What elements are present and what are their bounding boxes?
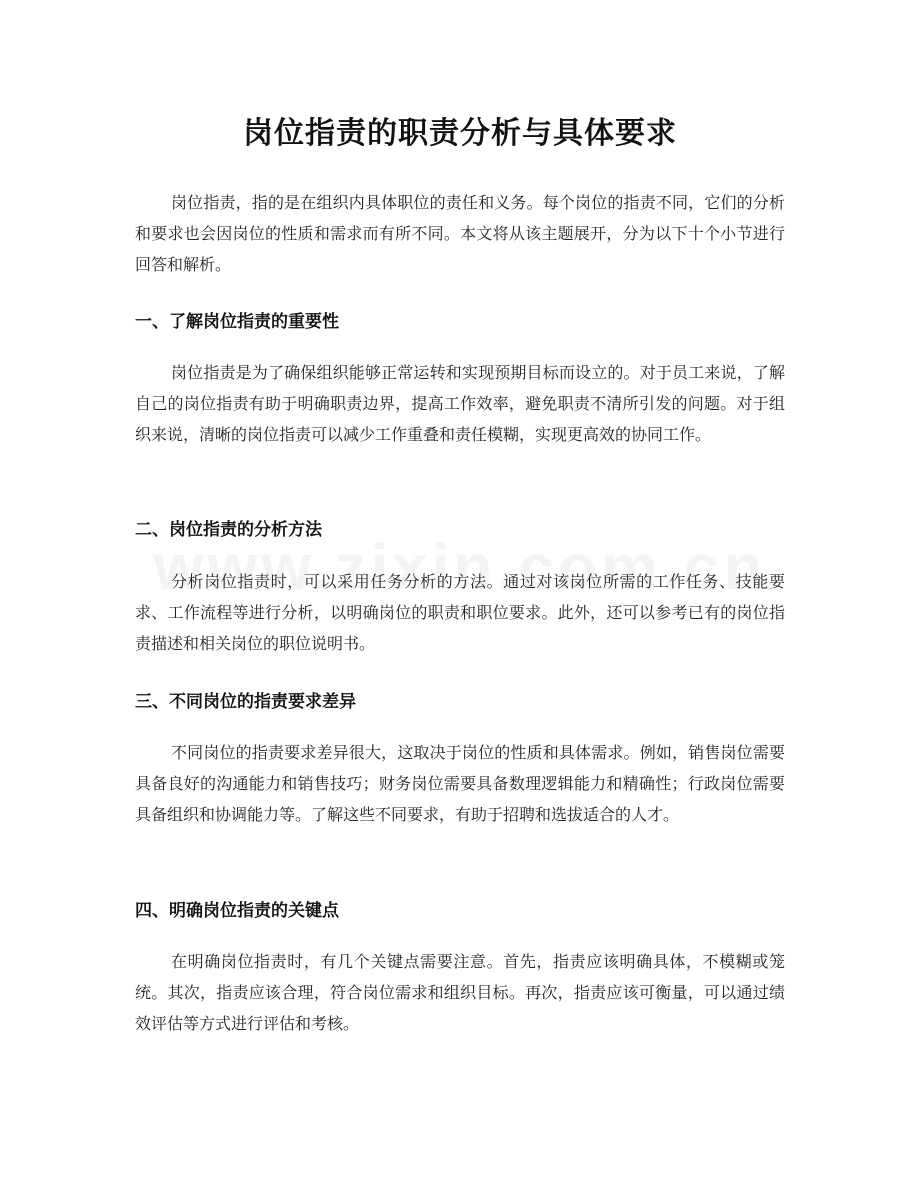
intro-paragraph: 岗位指责，指的是在组织内具体职位的责任和义务。每个岗位的指责不同，它们的分析和要求也会因岗位的性质和需求而有所不同。本文将从该主题展开，分为以下十个小节进行回答和解析。 bbox=[135, 193, 785, 274]
section-4-heading: 四、明确岗位指责的关键点 bbox=[135, 901, 339, 921]
section-4-body: 在明确岗位指责时，有几个关键点需要注意。首先，指责应该明确具体，不模糊或笼统。其次，指责应该合理，符合岗位需求和组织目标。再次，指责应该可衡量，可以通过绩效评估等方式进行评估和考核。 bbox=[135, 952, 785, 1033]
section-3-body: 不同岗位的指责要求差异很大，这取决于岗位的性质和具体需求。例如，销售岗位需要具备良好的沟通能力和销售技巧；财务岗位需要具备数理逻辑能力和精确性；行政岗位需要具备组织和协调能力等。了解这些不同要求，有助于招聘和选拔适合的人才。 bbox=[135, 743, 785, 824]
section-1-body: 岗位指责是为了确保组织能够正常运转和实现预期目标而设立的。对于员工来说，了解自己的岗位指责有助于明确职责边界，提高工作效率，避免职责不清所引发的问题。对于组织来说，清晰的岗位指责可以减少工作重叠和责任模糊，实现更高效的协同工作。 bbox=[135, 363, 785, 444]
document-title: 岗位指责的职责分析与具体要求 bbox=[243, 116, 677, 151]
section-2-body: 分析岗位指责时，可以采用任务分析的方法。通过对该岗位所需的工作任务、技能要求、工作流程等进行分析，以明确岗位的职责和职位要求。此外，还可以参考已有的岗位指责描述和相关岗位的职位说明书。 bbox=[135, 572, 785, 653]
section-2-heading: 二、岗位指责的分析方法 bbox=[135, 520, 322, 540]
section-3-heading: 三、不同岗位的指责要求差异 bbox=[135, 692, 356, 712]
section-1-heading: 一、了解岗位指责的重要性 bbox=[135, 312, 339, 332]
